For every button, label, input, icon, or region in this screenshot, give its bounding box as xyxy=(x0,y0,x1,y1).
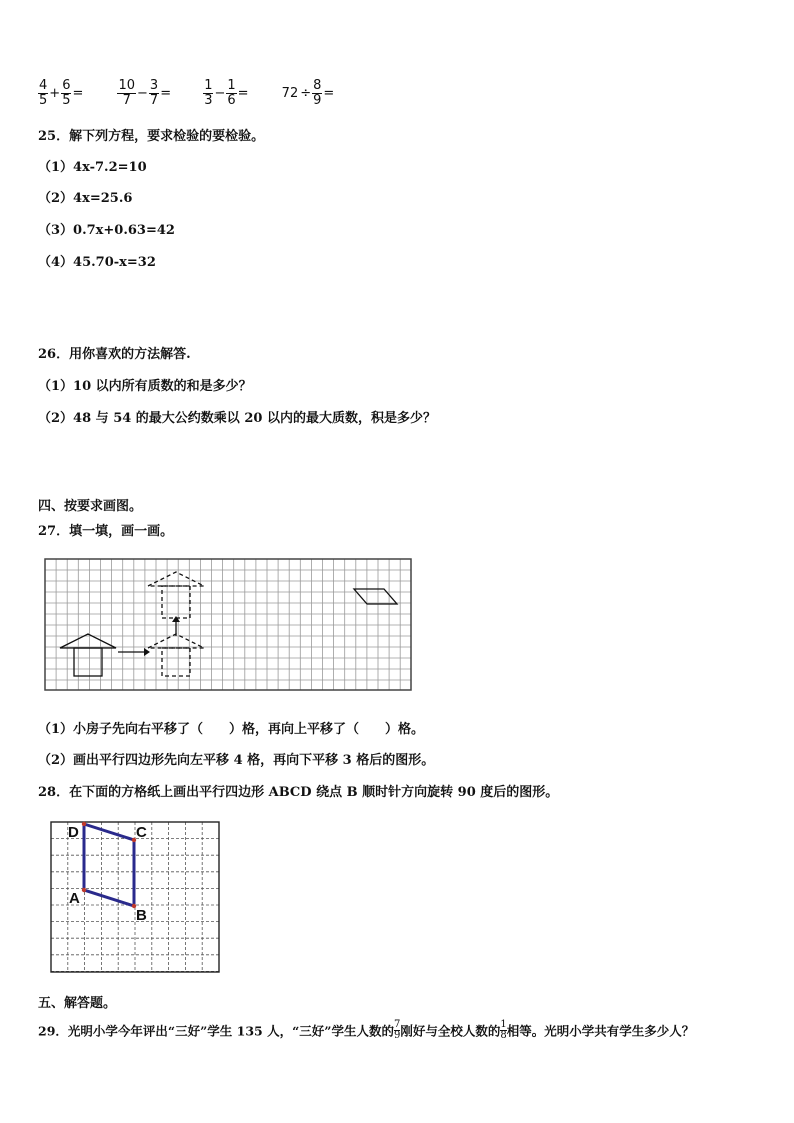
arith-row xyxy=(38,79,335,108)
q29-part-2: 刚好与全校人数的 xyxy=(400,1023,501,1039)
grid-lines xyxy=(45,559,411,690)
q27-item-2: （2）画出平行四边形先向左平移 4 格，再向下平移 3 格后的图形。 xyxy=(38,753,435,768)
equals-sign: = xyxy=(237,86,249,101)
numerator: 8 xyxy=(313,78,322,93)
numerator: 1 xyxy=(500,1019,507,1030)
arith-item-4 xyxy=(281,79,336,108)
denominator: 5 xyxy=(62,93,71,108)
fraction xyxy=(312,79,322,108)
q26-item-2: （2）48 与 54 的最大公约数乘以 20 以内的最大质数，积是多少？ xyxy=(38,411,436,426)
equals-sign: = xyxy=(160,86,172,101)
parallelogram-abcd xyxy=(84,824,134,906)
q29-text xyxy=(38,1020,694,1041)
operator: ÷ xyxy=(300,86,312,101)
denominator: 8 xyxy=(500,1030,507,1041)
denominator: 5 xyxy=(39,93,48,108)
numerator: 4 xyxy=(39,78,48,93)
numerator: 3 xyxy=(149,78,159,93)
arith-item-1 xyxy=(38,79,84,108)
q29-part-1: 29．光明小学今年评出“三好”学生 135 人，“三好”学生人数的 xyxy=(38,1023,394,1039)
vertex-d-dot xyxy=(82,822,86,826)
number: 72 xyxy=(281,86,299,101)
label-b: B xyxy=(136,907,147,924)
denominator: 7 xyxy=(122,93,131,108)
q25-item-2: （2）4x=25.6 xyxy=(38,191,133,206)
q29-part-3: 相等。光明小学共有学生多少人？ xyxy=(506,1023,695,1039)
operator: − xyxy=(137,86,148,101)
q27-item-1: （1）小房子先向右平移了（ ）格，再向上平移了（ ）格。 xyxy=(38,722,425,737)
q26-item-1: （1）10 以内所有质数的和是多少？ xyxy=(38,379,252,394)
q25-item-1: （1）4x-7.2=10 xyxy=(38,160,147,175)
vertex-a-dot xyxy=(82,888,86,892)
numerator: 6 xyxy=(62,78,71,93)
numerator: 1 xyxy=(227,78,236,93)
numerator: 7 xyxy=(393,1019,401,1030)
fraction xyxy=(117,79,136,108)
fraction xyxy=(61,79,71,108)
label-a: A xyxy=(69,890,80,907)
numerator: 1 xyxy=(204,78,213,93)
q28-grid-figure xyxy=(50,820,222,976)
denominator: 6 xyxy=(227,93,236,108)
arrow-up-head xyxy=(172,616,180,622)
q26-title: 26．用你喜欢的方法解答. xyxy=(38,347,191,362)
numerator: 10 xyxy=(118,78,136,93)
denominator: 7 xyxy=(149,93,159,108)
fraction xyxy=(149,79,159,108)
arith-item-3 xyxy=(203,79,249,108)
operator: − xyxy=(214,86,226,101)
q27-grid-figure xyxy=(44,558,414,693)
label-d: D xyxy=(68,824,79,841)
arrow-right-head xyxy=(144,648,150,656)
label-c: C xyxy=(136,824,147,841)
q25-title: 25．解下列方程，要求检验的要检验。 xyxy=(38,129,265,144)
denominator: 9 xyxy=(313,93,322,108)
equals-sign: = xyxy=(323,86,335,101)
q27-title: 27．填一填，画一画。 xyxy=(38,524,174,539)
house-body-dashed xyxy=(162,648,190,676)
denominator: 3 xyxy=(204,93,213,108)
parallelogram xyxy=(354,589,397,604)
equals-sign: = xyxy=(72,86,84,101)
fraction xyxy=(203,79,213,108)
q28-title: 28．在下面的方格纸上画出平行四边形 ABCD 绕点 B 顺时针方向旋转 90 度后的图形。 xyxy=(38,785,559,800)
q25-item-4: （4）45.70-x=32 xyxy=(38,255,156,270)
house-body-dashed-up xyxy=(162,586,190,618)
fraction xyxy=(226,79,236,108)
section-5-heading: 五、解答题。 xyxy=(38,996,117,1011)
operator: + xyxy=(49,86,61,101)
fraction xyxy=(38,79,48,108)
q25-item-3: （3）0.7x+0.63=42 xyxy=(38,223,175,238)
arith-item-2 xyxy=(117,79,172,108)
denominator: 9 xyxy=(393,1030,401,1041)
section-4-heading: 四、按要求画图。 xyxy=(38,499,143,514)
